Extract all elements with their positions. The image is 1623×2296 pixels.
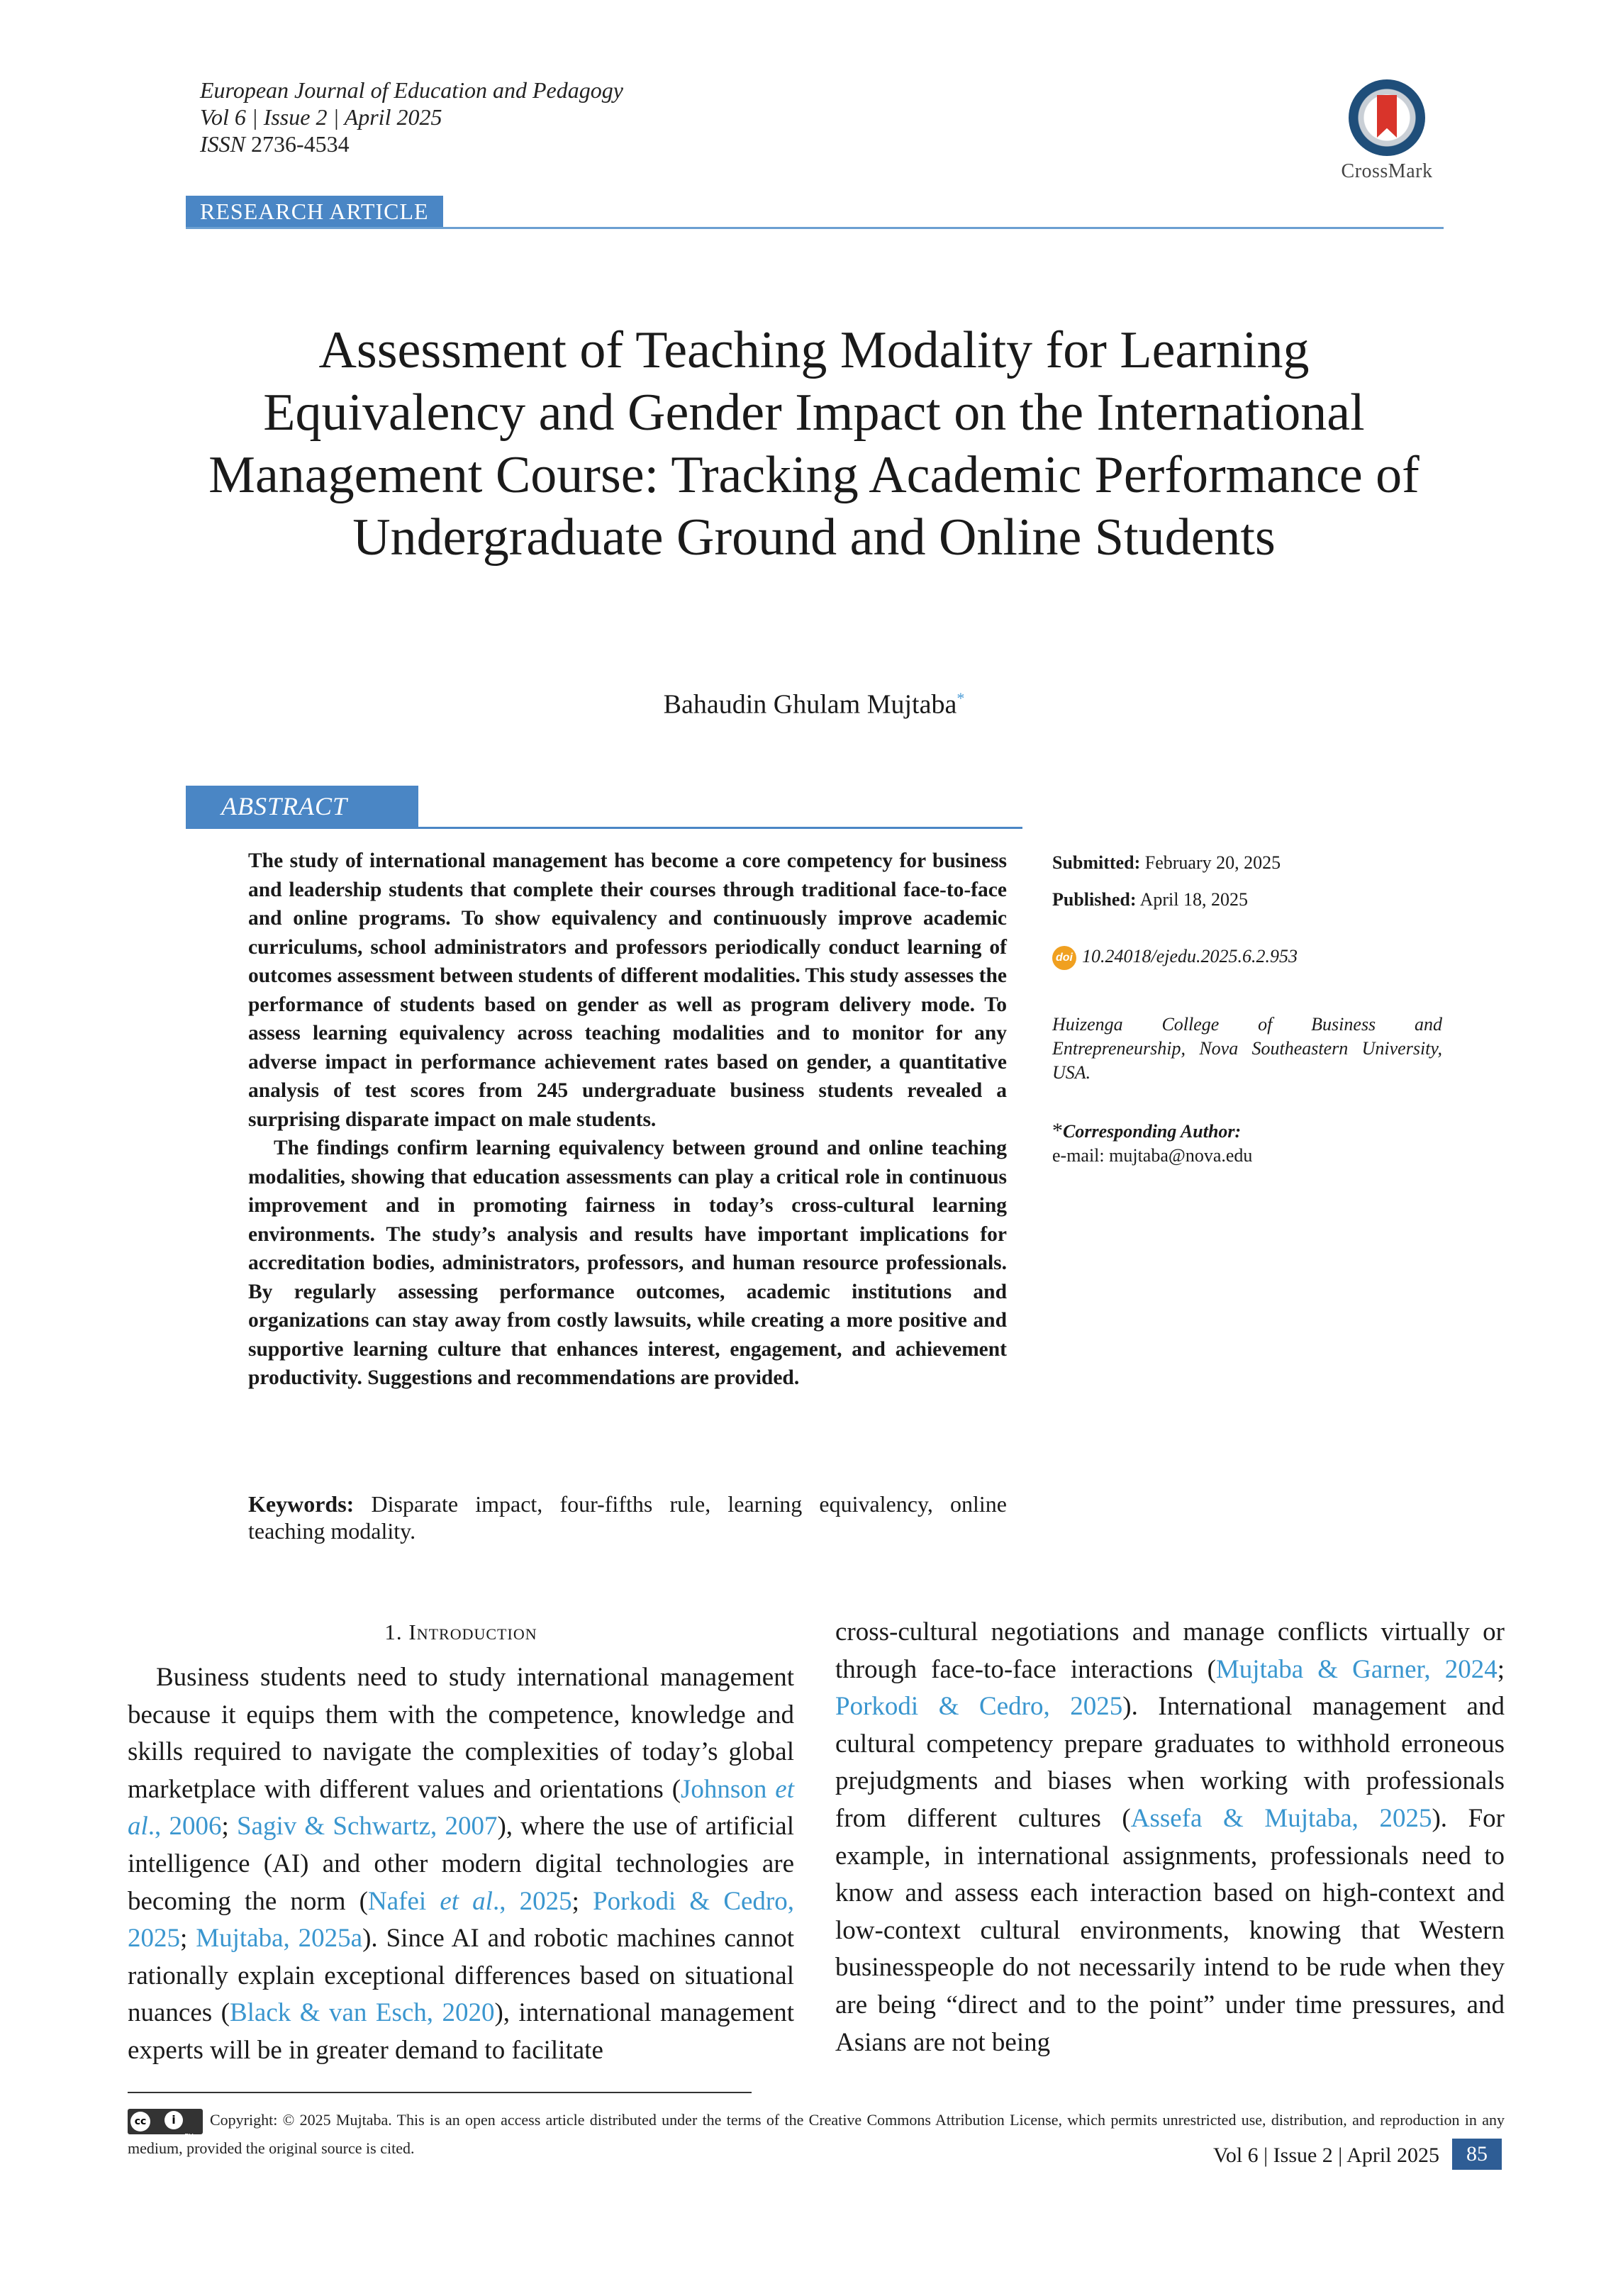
keywords-label: Keywords: <box>248 1491 355 1517</box>
right-column <box>835 1614 1505 2061</box>
author-affiliation: Huizenga College of Business and Entrepreneurship, Nova Southeastern University, USA. <box>1052 1014 1442 1083</box>
abstract-body <box>248 847 1007 1393</box>
crossmark-icon <box>1349 79 1425 156</box>
citation-link[interactable]: Mujtaba, 2025a <box>196 1924 363 1954</box>
published-date: Published: April 18, 2025 <box>1052 889 1248 910</box>
header-divider <box>186 227 1444 229</box>
journal-issue: Vol 6 | Issue 2 | April 2025 <box>200 104 442 130</box>
journal-issn: ISSN 2736-4534 <box>200 131 350 157</box>
author-mark[interactable]: * <box>956 689 965 707</box>
article-type-tag: RESEARCH ARTICLE <box>186 196 443 227</box>
author-name: Bahaudin Ghulam Mujtaba <box>663 689 957 720</box>
keywords-list: Disparate impact, four-fifths rule, learning equivalency, online teaching modality. <box>248 1491 1008 1544</box>
intro-paragraph-right: cross-cultural negotiations and manage conflicts virtually or through face-to-face interactions (Mujtaba & Garner, 2024; Porkodi & Cedro, 2025). International management and cultural competency prepare graduates to withhold erroneous prejudgments and biases when working with professionals from different cultures (Assefa & Mujtaba, 2025). For example, in international assignments, professionals need to know and assess each interaction based on high-context and low-context cultural environments, knowing that Western businesspeople do not necessarily intend to be rude when they are being “direct and to the point” under time pressures, and Asians are not being <box>835 1617 1505 2057</box>
citation-link[interactable]: Nafei et al., 2025 <box>368 1886 572 1916</box>
copyright-text: Copyright: © 2025 Mujtaba. This is an open access article distributed under the terms of the Creative Commons Attribution License, which permits unrestricted use, distribution, and reproduction in any medium, provided the original source is cited. <box>128 2111 1505 2157</box>
article-title: Assessment of Teaching Modality for Learning Equivalency and Gender Impact on the International Management Course: Tracking Academic Performance of Undergraduate Ground and Online Students <box>208 321 1420 567</box>
doi-icon: doi <box>1052 946 1076 970</box>
citation-link[interactable]: Mujtaba & Garner, 2024 <box>1215 1654 1497 1684</box>
submitted-date: Submitted: February 20, 2025 <box>1052 852 1281 873</box>
abstract-paragraph-2: The findings confirm learning equivalency between ground and online teaching modalities, showing that education assessments can play a critical role in continuous improvement and in promoting fairness in today’s cross-cultural learning environments. The study’s analysis and results have important implications for accreditation bodies, administrators, professors, and human resource professionals. By regularly assessing performance outcomes, academic institutions and organizations can stay away from costly lawsuits, while creating a more positive and supportive learning culture that enhances interest, engagement, and achievement productivity. Suggestions and recommendations are provided. <box>248 1137 1007 1389</box>
abstract-divider <box>186 827 1022 829</box>
footnote-divider <box>128 2092 752 2093</box>
abstract-paragraph-1: The study of international management has become a core competency for business and leadership students that complete their courses through traditional face-to-face and online programs. To show equivalency and continuously improve academic curriculums, school administrators and professors periodically conduct learning of outcomes assessment between students of different modalities. This study assesses the performance of students based on gender as well as program delivery mode. To assess learning equivalency across teaching modalities and to monitor for any adverse impact in performance achievement rates based on gender, a quantitative analysis of test scores from 245 undergraduate business students revealed a surprising disparate impact on male students. <box>248 849 1007 1131</box>
doi-link[interactable] <box>1052 944 1442 970</box>
citation-link[interactable]: Sagiv & Schwartz, 2007 <box>236 1812 498 1841</box>
journal-header <box>200 77 623 157</box>
citation-link[interactable]: Assefa & Mujtaba, 2025 <box>1130 1803 1432 1833</box>
keywords <box>248 1490 1007 1544</box>
corresponding-author: *Corresponding Author: e-mail: mujtaba@nova.edu <box>1052 1119 1442 1168</box>
footer-issue: Vol 6 | Issue 2 | April 2025 <box>1213 2144 1439 2167</box>
author-line <box>184 682 1444 721</box>
cc-by-license-icon[interactable]: cc i BY <box>128 2109 203 2134</box>
page-number: 85 <box>1452 2139 1502 2170</box>
left-column <box>128 1659 794 2070</box>
abstract-label: ABSTRACT <box>186 786 418 827</box>
intro-paragraph-left: Business students need to study international management because it equips them with the competence, knowledge and skills required to navigate the complexities of today’s global marketplace with different values and orientations (Johnson et al., 2006; Sagiv & Schwartz, 2007), where the use of artificial intelligence (AI) and other modern digital technologies are becoming the norm (Nafei et al., 2025; Porkodi & Cedro, 2025; Mujtaba, 2025a). Since AI and robotic machines cannot rationally explain exceptional differences based on situational nuances (Black & van Esch, 2020), international management experts will be in greater demand to facilitate <box>128 1663 795 2065</box>
section-heading-introduction: 1. Introduction <box>384 1620 537 1644</box>
crossmark-label: CrossMark <box>1341 160 1433 182</box>
crossmark-badge[interactable] <box>1330 79 1444 186</box>
citation-link[interactable]: Porkodi & Cedro, 2025 <box>835 1692 1123 1722</box>
author-email[interactable]: e-mail: mujtaba@nova.edu <box>1052 1145 1253 1166</box>
citation-link[interactable]: Porkodi & Cedro, 2025 <box>128 1886 795 1954</box>
journal-name: European Journal of Education and Pedagogy <box>200 77 623 103</box>
citation-link[interactable]: Black & van Esch, 2020 <box>229 1998 495 2028</box>
citation-link[interactable]: Johnson et al., 2006 <box>128 1774 794 1841</box>
doi-text[interactable]: 10.24018/ejedu.2025.6.2.953 <box>1082 946 1298 966</box>
